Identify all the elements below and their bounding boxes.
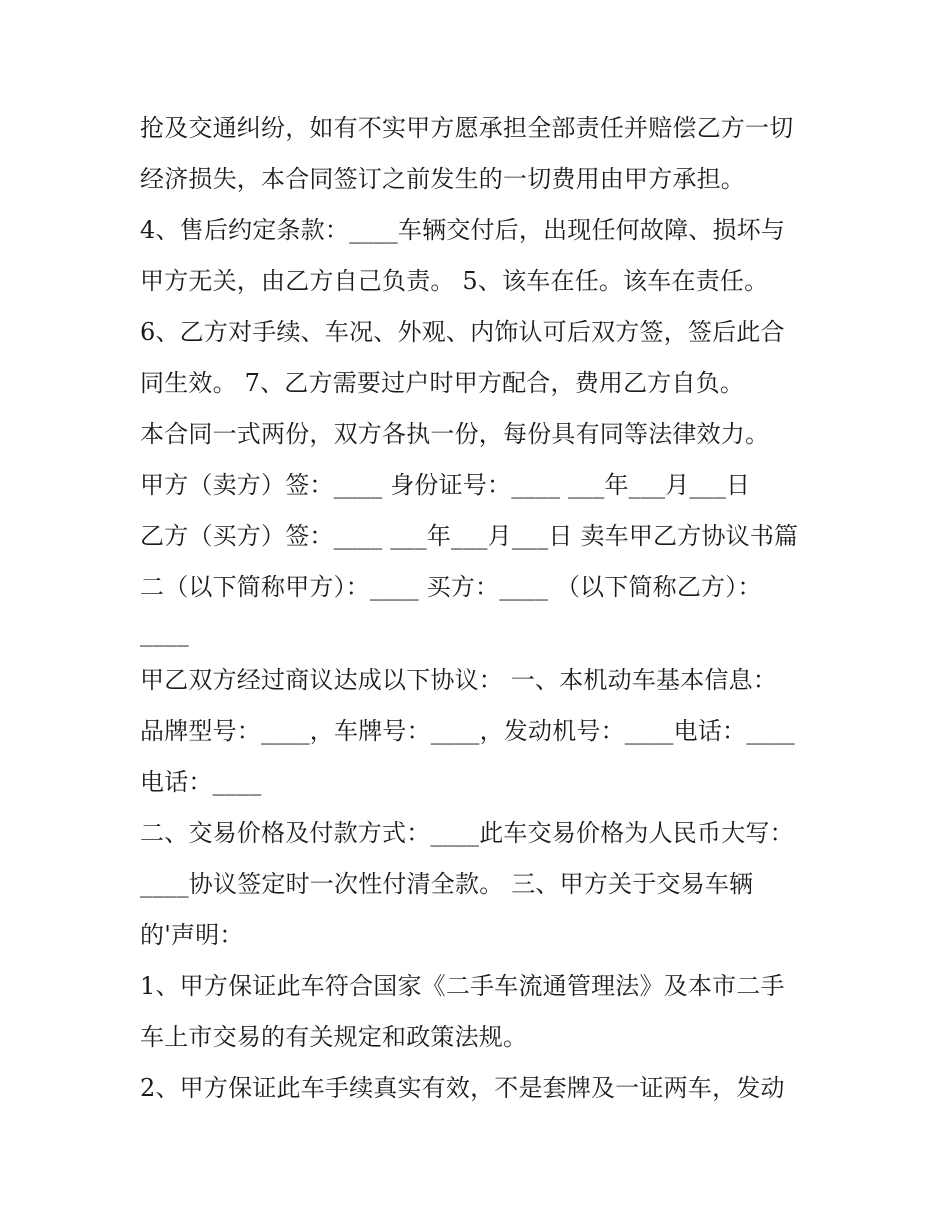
paragraph-line: 经济损失，本合同签订之前发生的一切费用由甲方承担。	[140, 165, 745, 193]
paragraph-line: 二（以下简称甲方）：____ 买方：____ （以下简称乙方）：	[140, 573, 762, 601]
paragraph-line: 同生效。 7、乙方需要过户时甲方配合，费用乙方自负。	[140, 369, 745, 397]
paragraph-line: 的'声明：	[140, 921, 244, 949]
paragraph-line: 6、乙方对手续、车况、外观、内饰认可后双方签，签后此合	[140, 318, 785, 346]
paragraph-line: 品牌型号：____，车牌号：____，发动机号：____电话：____	[140, 717, 795, 745]
paragraph-line: 2、甲方保证此车手续真实有效，不是套牌及一证两车，发动	[140, 1074, 785, 1102]
paragraph-line: 电话：____	[140, 768, 262, 796]
paragraph-line: 1、甲方保证此车符合国家《二手车流通管理法》及本市二手	[140, 972, 785, 1000]
paragraph-line: 4、售后约定条款：____车辆交付后，出现任何故障、损坏与	[140, 216, 786, 244]
signature-line-buyer: 乙方（买方）签：____ ___年___月___日 卖车甲乙方协议书篇	[140, 522, 799, 550]
paragraph-line: 抢及交通纠纷，如有不实甲方愿承担全部责任并赔偿乙方一切	[140, 114, 794, 142]
paragraph-line: 甲乙双方经过商议达成以下协议： 一、本机动车基本信息：	[140, 666, 778, 694]
paragraph-line: 二、交易价格及付款方式：____此车交易价格为人民币大写：	[140, 819, 794, 847]
signature-line-seller: 甲方（卖方）签：____ 身份证号：____ ___年___月___日	[140, 471, 751, 499]
paragraph-line: ____	[140, 619, 189, 647]
paragraph-line: 车上市交易的有关规定和政策法规。	[140, 1023, 528, 1051]
paragraph-line: ____协议签定时一次性付清全款。 三、甲方关于交易车辆	[140, 870, 754, 898]
paragraph-line: 甲方无关，由乙方自己负责。 5、该车在任。该车在责任。	[140, 267, 769, 295]
paragraph-line: 本合同一式两份，双方各执一份，每份具有同等法律效力。	[140, 420, 770, 448]
